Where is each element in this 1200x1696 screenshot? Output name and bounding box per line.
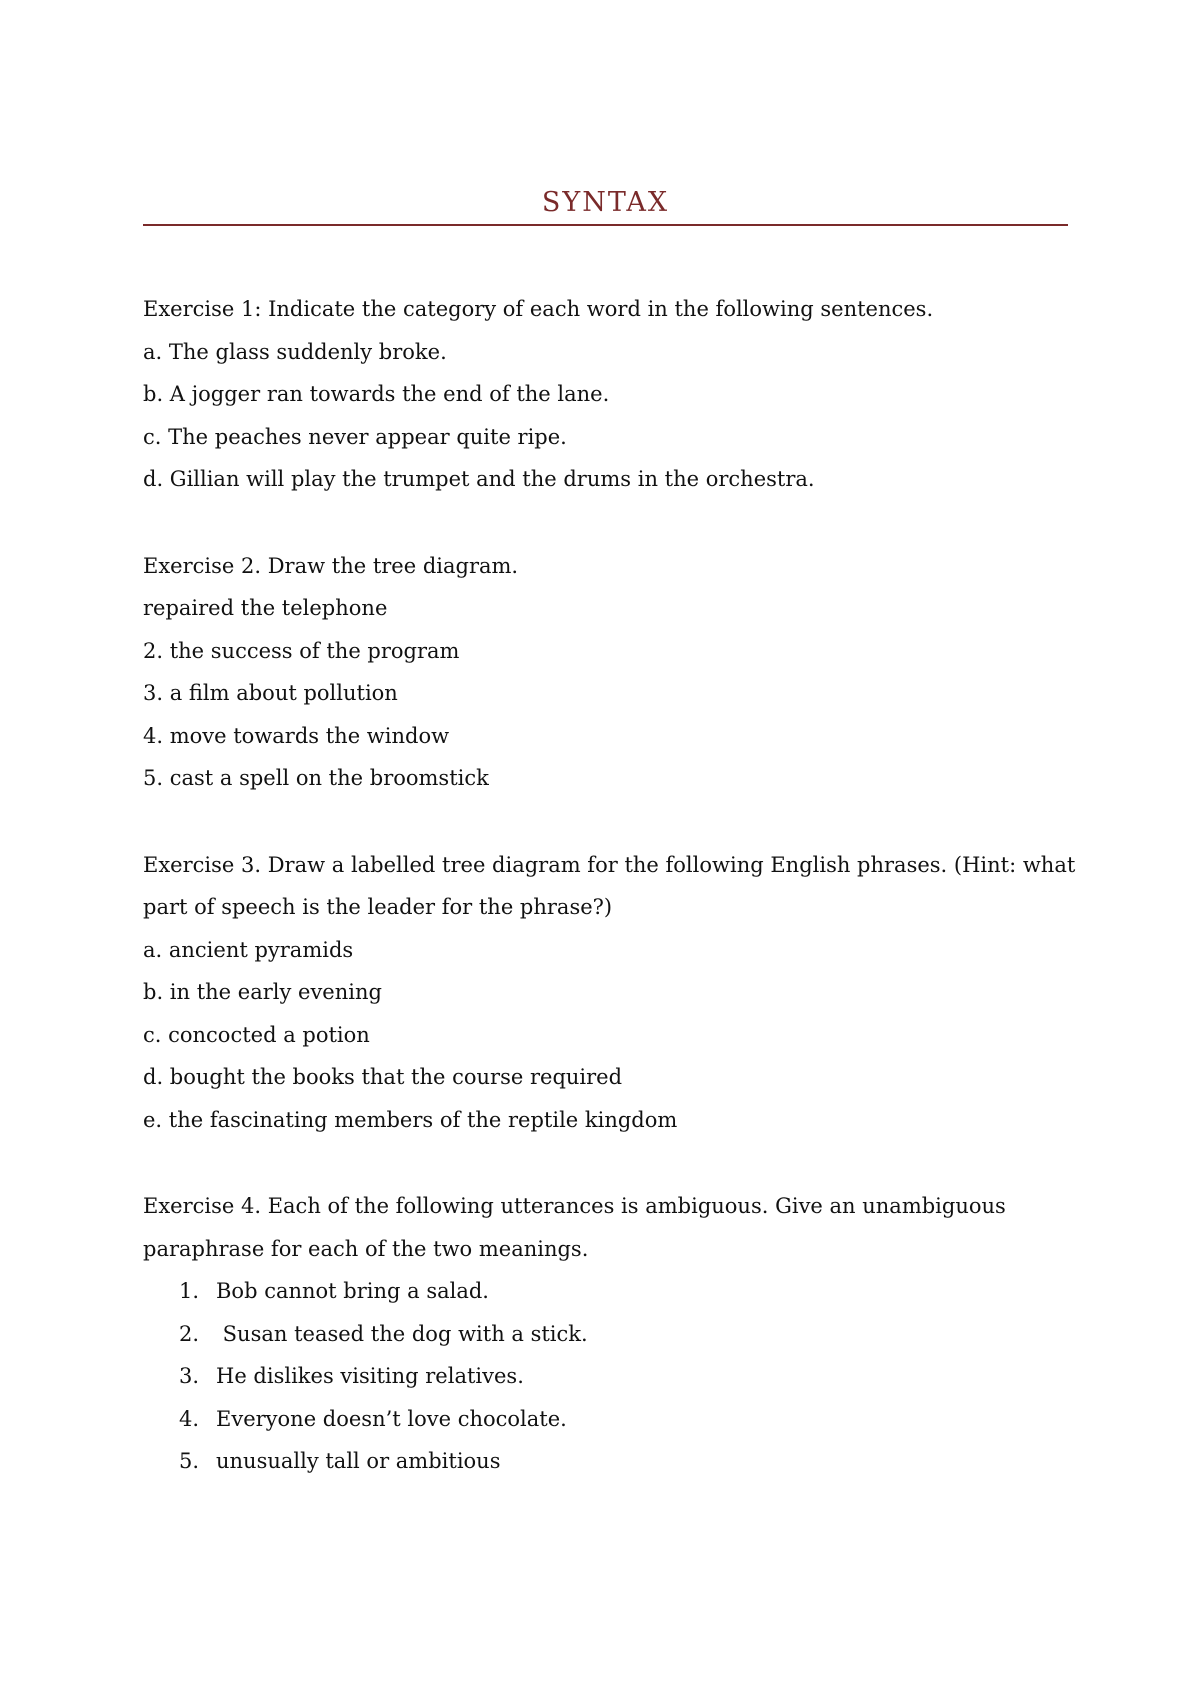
list-item-text: Bob cannot bring a salad. [216, 1279, 489, 1303]
exercise-4 [143, 1185, 1068, 1483]
exercise-2-heading: Exercise 2. Draw the tree diagram. [143, 553, 519, 578]
title-divider [143, 224, 1068, 226]
exercise-2-item: 4. move towards the window [143, 723, 450, 748]
exercise-2-item: 3. a film about pollution [143, 681, 398, 705]
exercise-4-item [143, 1355, 1068, 1398]
exercise-1-item: a. The glass suddenly broke. [143, 339, 447, 364]
exercise-1 [143, 288, 1068, 501]
exercise-3-item: d. bought the books that the course required [143, 1065, 623, 1089]
exercise-2-item: 2. the success of the program [143, 638, 460, 663]
exercise-3-heading: Exercise 3. Draw a labelled tree diagram for the following English phrases. (Hint: what [143, 852, 1076, 877]
exercise-4-item [143, 1313, 1068, 1356]
list-number: 2. [179, 1321, 200, 1346]
exercise-3-item: e. the fascinating members of the reptile kingdom [143, 1107, 678, 1132]
exercise-1-item: d. Gillian will play the trumpet and the drums in the orchestra. [143, 467, 815, 491]
exercise-3-item: a. ancient pyramids [143, 937, 354, 962]
exercise-1-heading: Exercise 1: Indicate the category of each word in the following sentences. [143, 297, 934, 321]
exercise-2 [143, 545, 1068, 800]
exercise-4-item [143, 1270, 1068, 1313]
exercise-4-item [143, 1398, 1068, 1441]
exercise-4-item [143, 1440, 1068, 1483]
exercise-3 [143, 844, 1076, 1142]
exercise-4-heading-continued: paraphrase for each of the two meanings. [143, 1236, 589, 1261]
list-item-text: Susan teased the dog with a stick. [216, 1321, 588, 1346]
list-number: 1. [179, 1279, 200, 1303]
exercise-3-item: b. in the early evening [143, 980, 382, 1004]
page-title: SYNTAX [541, 187, 670, 218]
exercise-1-item: b. A jogger ran towards the end of the lane. [143, 382, 610, 406]
list-item-text: He dislikes visiting relatives. [216, 1364, 524, 1388]
section-spacer [143, 1141, 1068, 1185]
exercise-3-heading-continued: part of speech is the leader for the phrase?) [143, 895, 613, 919]
section-spacer [143, 501, 1068, 545]
exercise-3-item: c. concocted a potion [143, 1022, 370, 1047]
exercise-1-item: c. The peaches never appear quite ripe. [143, 424, 567, 449]
exercise-2-item: 5. cast a spell on the broomstick [143, 766, 489, 790]
list-item-text: Everyone doesn’t love chocolate. [216, 1406, 567, 1431]
list-number: 3. [179, 1364, 200, 1388]
document-body [143, 288, 1076, 1483]
exercise-2-item: repaired the telephone [143, 596, 388, 620]
list-number: 5. [179, 1449, 200, 1473]
list-item-text: unusually tall or ambitious [216, 1449, 501, 1473]
list-number: 4. [179, 1406, 200, 1431]
section-spacer [143, 800, 1068, 844]
exercise-4-heading: Exercise 4. Each of the following utterances is ambiguous. Give an unambiguous [143, 1194, 1006, 1218]
